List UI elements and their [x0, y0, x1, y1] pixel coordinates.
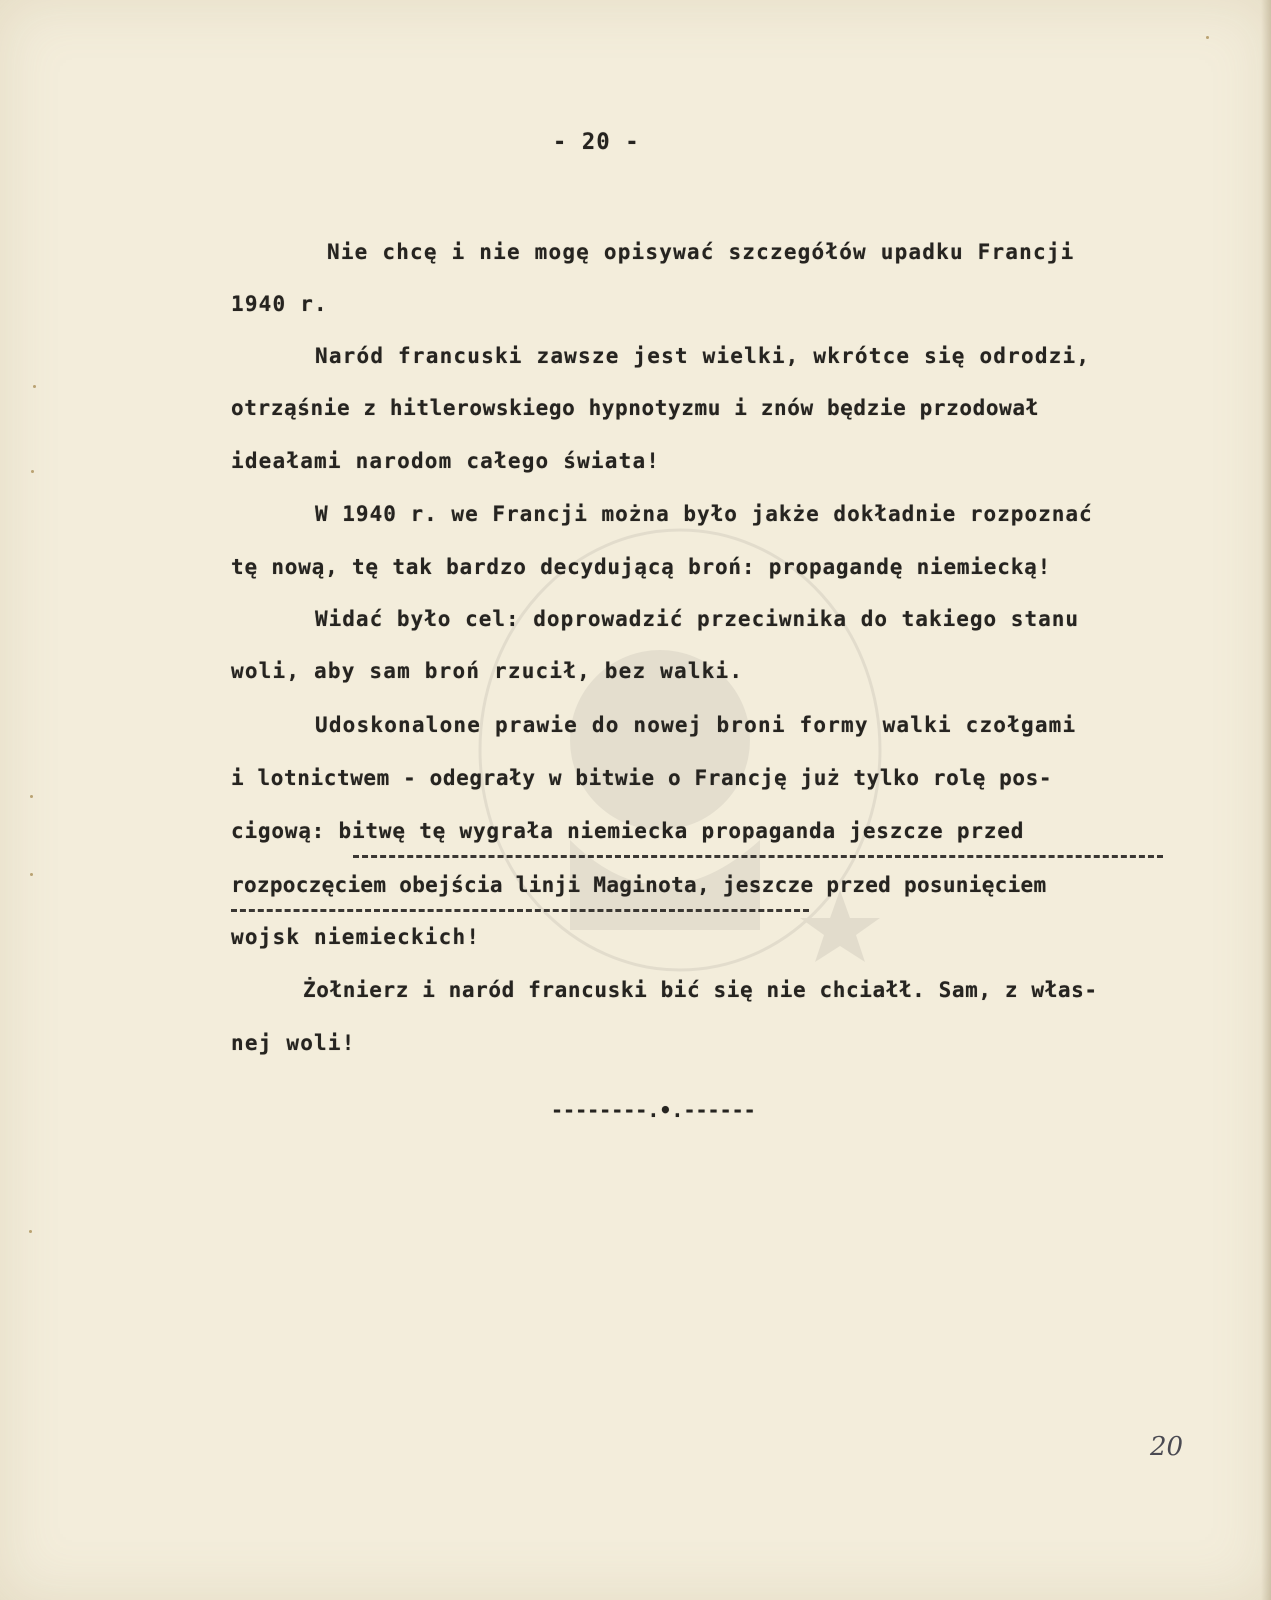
paragraph-1-line-1: Nie chcę i nie mogę opisywać szczegółów upadku Francji — [327, 240, 1075, 264]
margin-speck — [29, 1230, 32, 1233]
margin-speck — [1206, 36, 1209, 39]
margin-speck — [31, 470, 34, 473]
paragraph-2-line-2: otrząśnie z hitlerowskiego hypnotyzmu i znów będzie przodował — [231, 396, 1039, 420]
paragraph-5-line-1: Udoskonalone prawie do nowej broni formy walki czołgami — [315, 713, 1077, 737]
paragraph-5-line-2: i lotnictwem - odegrały w bitwie o Francję już tylko rolę pos- — [231, 766, 1053, 790]
paragraph-4-line-2: woli, aby sam broń rzucił, bez walki. — [231, 659, 744, 683]
typed-underline-1 — [353, 855, 1163, 858]
paragraph-3-line-1: W 1940 r. we Francji można było jakże dokładnie rozpoznać — [315, 502, 1093, 526]
section-separator: --------.•.------ — [551, 1098, 756, 1122]
page-edge-shadow — [1261, 0, 1271, 1600]
margin-speck — [30, 795, 33, 798]
handwritten-page-number: 20 — [1150, 1432, 1184, 1462]
paragraph-4-line-1: Widać było cel: doprowadzić przeciwnika do takiego stanu — [315, 607, 1080, 631]
paragraph-5-line-3: cigową: bitwę tę wygrała niemiecka propaganda jeszcze przed — [231, 819, 1025, 843]
paragraph-5-line-5: wojsk niemieckich! — [231, 925, 481, 949]
margin-speck — [30, 873, 33, 876]
paragraph-6-line-2: nej woli! — [231, 1031, 356, 1055]
paragraph-6-line-1: Żołnierz i naród francuski bić się nie chciałł. Sam, z włas- — [303, 978, 1098, 1002]
paragraph-1-line-2: 1940 r. — [231, 292, 328, 316]
paragraph-2-line-1: Naród francuski zawsze jest wielki, wkrótce się odrodzi, — [315, 344, 1091, 368]
paragraph-5-line-4: rozpoczęciem obejścia linji Maginota, jeszcze przed posunięciem — [231, 873, 1047, 897]
typed-underline-2 — [231, 909, 809, 912]
page-number: - 20 - — [553, 130, 640, 155]
paragraph-2-line-3: ideałami narodom całego świata! — [231, 449, 661, 473]
paragraph-3-line-2: tę nową, tę tak bardzo decydującą broń: propagandę niemiecką! — [231, 555, 1052, 579]
margin-speck — [33, 385, 36, 388]
